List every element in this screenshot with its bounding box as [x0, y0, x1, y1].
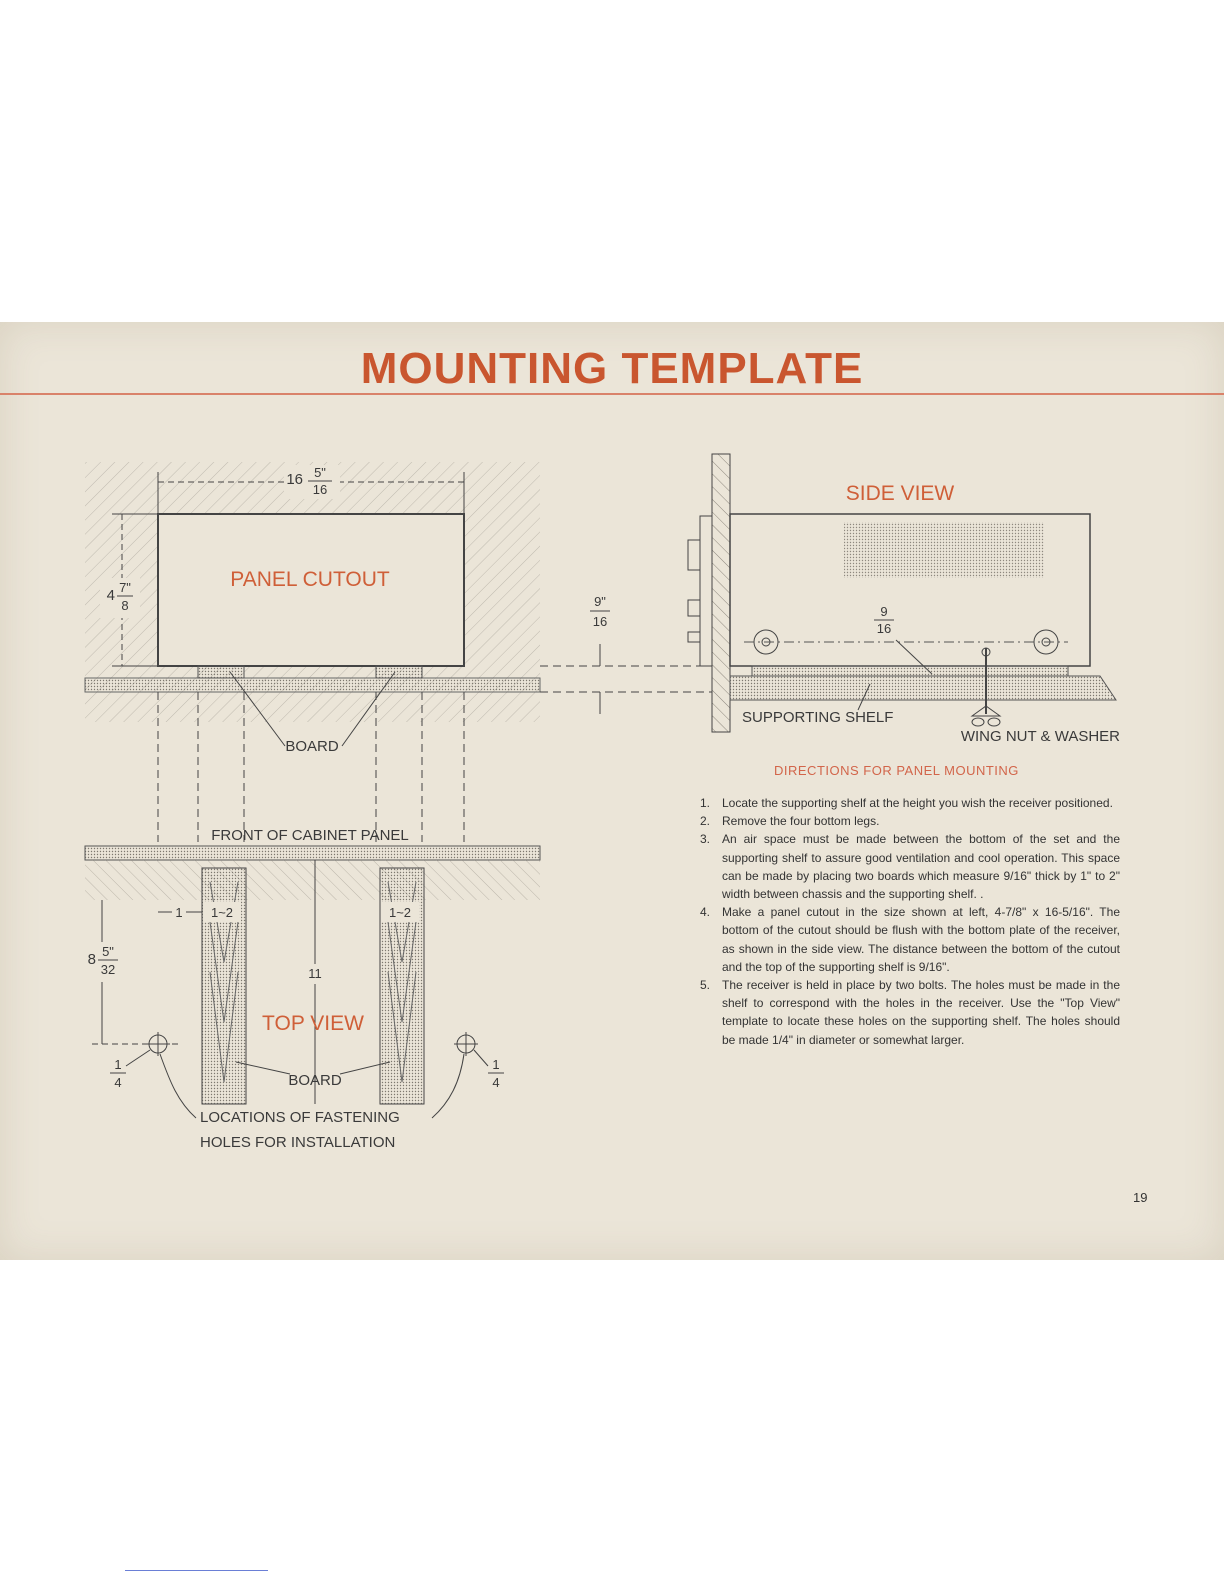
manual-page — [0, 322, 1224, 1260]
front-knob-1 — [688, 540, 700, 570]
inset-label: 1 — [175, 905, 183, 920]
ventilation-grille — [844, 522, 1044, 578]
direction-text: An air space must be made between the bottom of the set and the supporting shelf to assure good ventilation and cool operation. This space can be made by placing two boards which measure 9/16" thick by 1" to 2" width between chassis and the supporting shelf. . — [722, 832, 1120, 902]
direction-num: 3. — [699, 832, 710, 847]
direction-num: 5. — [699, 978, 710, 993]
panel-cutout-label: PANEL CUTOUT — [230, 568, 390, 591]
side-gap-denominator: 16 — [876, 621, 892, 636]
direction-item — [688, 812, 1120, 830]
board-label: BOARD — [285, 738, 339, 755]
supporting-shelf-label: SUPPORTING SHELF — [742, 709, 894, 726]
depth-numerator: 5" — [102, 944, 114, 959]
board-left — [198, 666, 244, 678]
side-view — [688, 454, 1120, 745]
locations-leader-left — [160, 1054, 196, 1118]
board-right — [376, 666, 422, 678]
gap-dimension — [590, 594, 610, 714]
direction-item — [688, 903, 1120, 976]
front-knob-3 — [688, 632, 700, 642]
page-title: MOUNTING TEMPLATE — [360, 344, 864, 393]
front-of-cabinet-panel-label: FRONT OF CABINET PANEL — [211, 827, 409, 844]
board-width-right: 1~2 — [388, 905, 412, 920]
height-whole: 4 — [106, 587, 115, 604]
shelf-band — [85, 678, 540, 692]
hole-right-leader — [474, 1050, 488, 1066]
length-label: 11 — [308, 966, 322, 981]
height-denominator: 8 — [121, 598, 129, 613]
hole-left-denominator: 4 — [114, 1075, 122, 1090]
depth-whole: 8 — [87, 951, 96, 968]
locations-line-2: HOLES FOR INSTALLATION — [200, 1134, 396, 1151]
height-numerator: 7" — [119, 580, 131, 595]
hole-right-denominator: 4 — [492, 1075, 500, 1090]
direction-text: Remove the four bottom legs. — [722, 814, 880, 829]
top-view-label: TOP VIEW — [262, 1012, 364, 1035]
gap-numerator: 9" — [594, 594, 606, 609]
width-whole: 16 — [286, 471, 303, 488]
front-panel-hatch — [85, 860, 540, 900]
wing-nut-left — [972, 718, 984, 726]
hole-left-numerator: 1 — [114, 1057, 122, 1072]
direction-num: 1. — [699, 796, 710, 810]
direction-item — [688, 830, 1120, 903]
depth-denominator: 32 — [100, 962, 116, 977]
panel-cutout-view — [85, 462, 540, 755]
hole-right-numerator: 1 — [492, 1057, 500, 1072]
bottom-link-underline[interactable] — [125, 1570, 268, 1571]
locations-line-1: LOCATIONS OF FASTENING — [200, 1109, 400, 1126]
top-view — [82, 827, 540, 1151]
supporting-shelf-shape — [730, 676, 1116, 700]
direction-num: 2. — [699, 814, 710, 829]
width-denominator: 16 — [312, 482, 328, 497]
cabinet-wall — [712, 454, 730, 732]
locations-leader-right — [432, 1054, 464, 1118]
wing-nut-right — [988, 718, 1000, 726]
wing-nut-label: WING NUT & WASHER — [960, 728, 1120, 745]
direction-item — [688, 976, 1120, 1049]
side-view-label: SIDE VIEW — [845, 482, 955, 505]
direction-text: Make a panel cutout in the size shown at left, 4-7/8" x 16-5/16". The bottom of the cutout should be flush with the bottom plate of the receiver, as shown in the side view. The distance between the bottom of the cutout and the top of the supporting shelf is 9/16". — [722, 905, 1120, 974]
directions-list — [688, 794, 1120, 1049]
receiver-front-plate — [700, 516, 712, 666]
direction-item — [688, 794, 1120, 812]
mounting-diagram — [0, 322, 1224, 1260]
direction-text: The receiver is held in place by two bolts. The holes must be made in the shelf to correspond with the holes in the receiver. Use the "Top View" template to locate these holes on the supporting shelf. The holes should be made 1/4" in diameter or somewhat larger. — [722, 978, 1120, 1047]
board-width-left: 1~2 — [210, 905, 234, 920]
direction-num: 4. — [699, 905, 710, 920]
board-top-label: BOARD — [288, 1072, 342, 1089]
width-numerator: 5" — [314, 465, 326, 480]
spacer-boards — [752, 666, 1068, 676]
directions-title: DIRECTIONS FOR PANEL MOUNTING — [774, 763, 1019, 778]
hole-left-leader — [126, 1050, 150, 1066]
page-number: 19 — [1133, 1190, 1148, 1205]
gap-denominator: 16 — [592, 614, 608, 629]
front-panel-band — [85, 846, 540, 860]
direction-text: Locate the supporting shelf at the height you wish the receiver positioned. — [722, 796, 1113, 810]
front-knob-2 — [688, 600, 700, 616]
side-gap-numerator: 9 — [880, 604, 888, 619]
